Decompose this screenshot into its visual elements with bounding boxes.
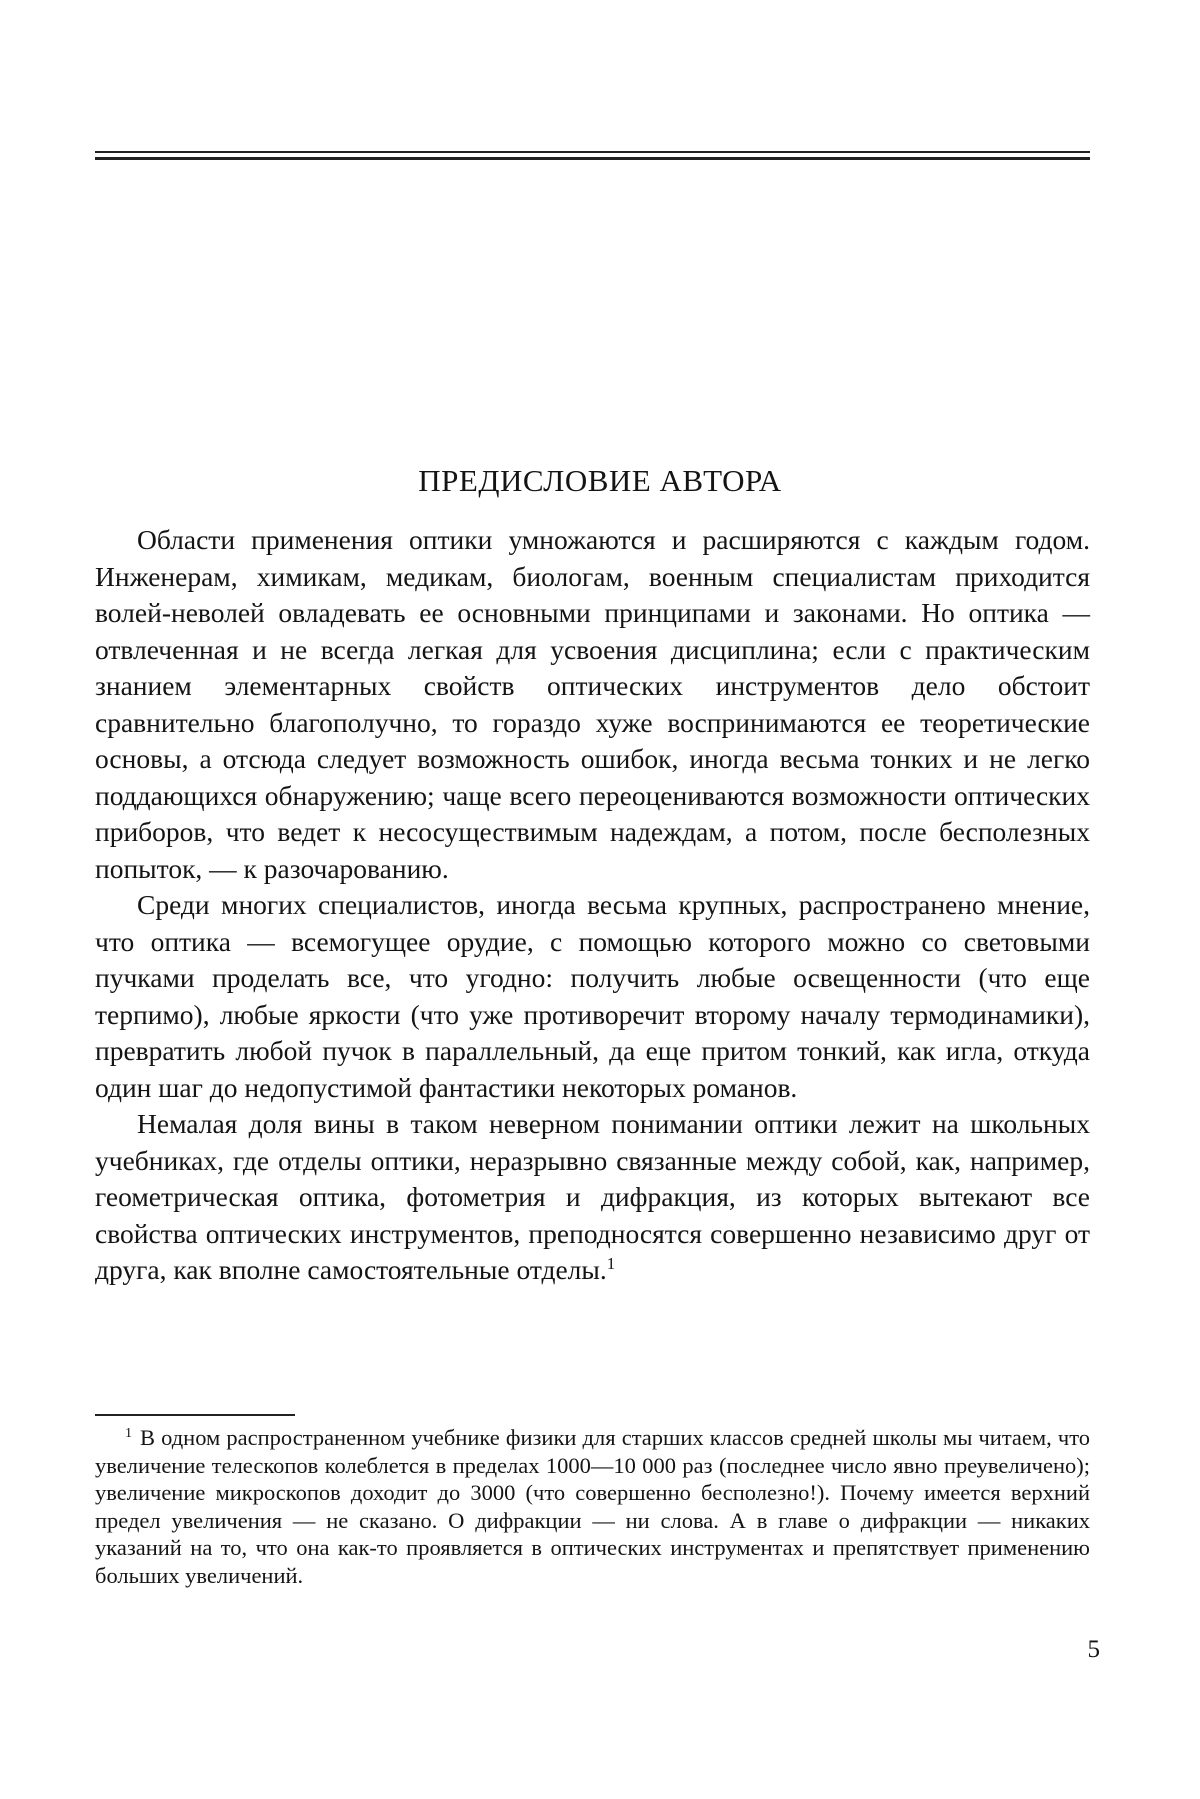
paragraph-1: Области применения оптики умножаются и расширяются с каждым годом. Инженерам, химикам, медикам, биологам, военным специалистам приходится волей-неволей овладевать ее основными принципами и законами. Но оптика — отвлеченная и не всегда легкая для усвоения дисциплина; если с практическим знанием элементарных свойств оптических инструментов дело обстоит сравнительно благополучно, то гораздо хуже воспринимаются ее теоретические основы, а отсюда следует возможность ошибок, иногда весьма тонких и не легко поддающихся обнаружению; чаще всего переоцениваются возможности оптических приборов, что ведет к несосуществимым надеждам, а потом, после бесполезных попыток, — к разочарованию. (95, 524, 1090, 884)
page-number: 5 (1087, 1636, 1100, 1663)
header-rule-bottom (95, 157, 1090, 160)
main-text (95, 522, 1090, 1289)
footnote (95, 1424, 1090, 1589)
header-rule-top (95, 151, 1090, 153)
footnote-rule (95, 1414, 295, 1416)
footnote-reference: 1 (606, 1253, 616, 1273)
paragraph-3 (95, 1106, 1090, 1289)
paragraph-3-text: Немалая доля вины в таком неверном понимании оптики лежит на школьных учебниках, где отделы оптики, неразрывно связанные между собой, как, например, геометрическая оптика, фотометрия и дифракция, из которых вытекают все свойства оптических инструментов, преподносятся совершенно независимо друг от друга, как вполне самостоятельные отделы. (95, 1108, 1090, 1285)
footnote-mark: 1 (125, 1425, 132, 1441)
paragraph-2: Среди многих специалистов, иногда весьма крупных, распространено мнение, что оптика — всемогущее орудие, с помощью которого можно со световыми пучками проделать все, что угодно: получить любые освещенности (что еще терпимо), любые яркости (что уже противоречит второму началу термодинамики), превратить любой пучок в параллельный, да еще притом тонкий, как игла, откуда один шаг до недопустимой фантастики некоторых романов. (95, 889, 1090, 1103)
chapter-title: ПРЕДИСЛОВИЕ АВТОРА (418, 463, 782, 498)
footnote-text: В одном распространенном учебнике физики для старших классов средней школы мы читаем, что увеличение телескопов колеблется в пределах 1000—10 000 раз (последнее число явно преувеличено); увеличение микроскопов доходит до 3000 (что совершенно бесполезно!). Почему имеется верхний предел увеличения — не сказано. О дифракции — ни слова. А в главе о дифракции — никаких указаний на то, что она как-то проявляется в оптических инструментах и препятствует применению больших увеличений. (95, 1425, 1090, 1588)
